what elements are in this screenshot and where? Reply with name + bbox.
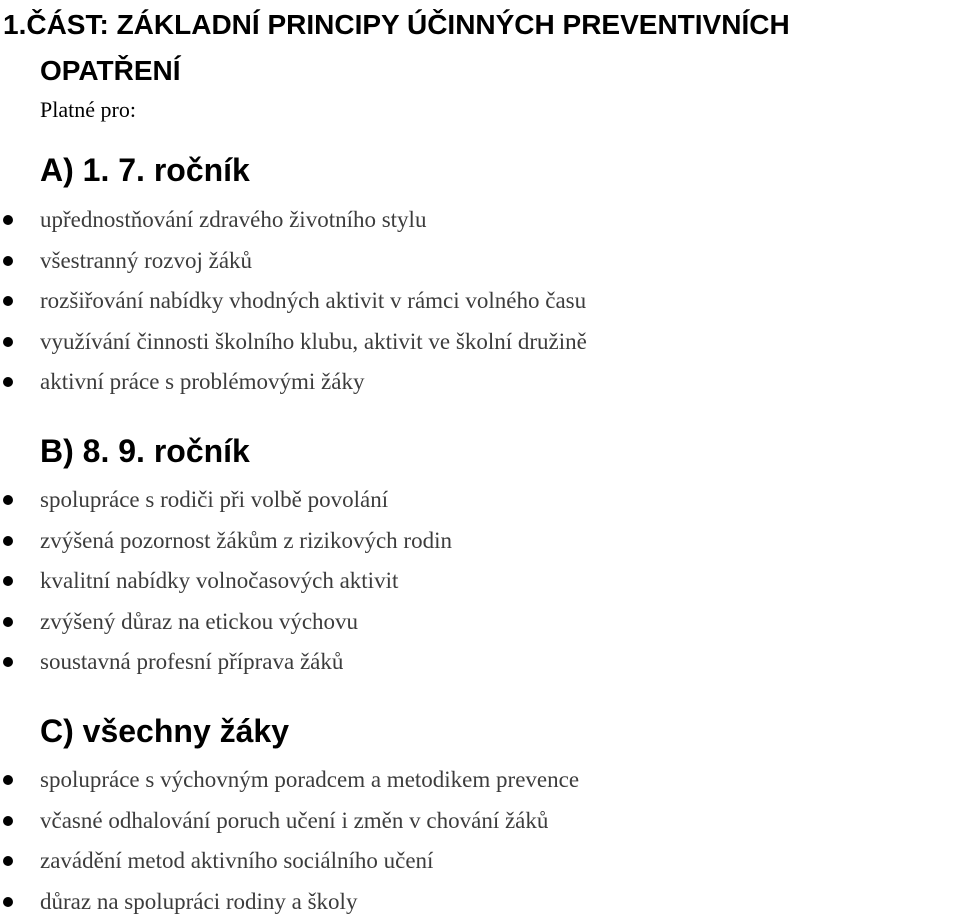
list-item-text: důraz na spolupráci rodiny a školy — [40, 882, 357, 922]
section-heading-a: A) 1. 7. ročník — [40, 150, 250, 190]
bullet-icon — [3, 657, 13, 667]
title-line-2: OPATŘENÍ — [0, 48, 960, 94]
bullet-icon — [3, 495, 13, 505]
bullet-icon — [3, 296, 13, 306]
section-heading-b: B) 8. 9. ročník — [40, 431, 250, 471]
title-number: 1. — [0, 9, 26, 40]
list-item-text: včasné odhalování poruch učení i změn v chování žáků — [40, 801, 548, 842]
list-item-text: aktivní práce s problémovými žáky — [40, 362, 364, 403]
bullet-icon — [3, 816, 13, 826]
list-item-text: spolupráce s výchovným poradcem a metodikem prevence — [40, 760, 579, 801]
list-item-text: soustavná profesní příprava žáků — [40, 642, 343, 683]
bullet-icon — [3, 337, 13, 347]
document-title — [0, 2, 960, 94]
list-item-text: zavádění metod aktivního sociálního učení — [40, 841, 433, 882]
bullet-icon — [3, 856, 13, 866]
list-item-text: zvýšený důraz na etickou výchovu — [40, 602, 358, 643]
bullet-icon — [3, 897, 13, 907]
bullet-icon — [3, 215, 13, 225]
title-line-1: ČÁST: ZÁKLADNÍ PRINCIPY ÚČINNÝCH PREVENTIVNÍCH — [26, 9, 789, 40]
list-item-text: rozšiřování nabídky vhodných aktivit v rámci volného času — [40, 281, 586, 322]
bullet-icon — [3, 536, 13, 546]
list-item-text: upřednostňování zdravého životního stylu — [40, 200, 426, 241]
bullet-icon — [3, 377, 13, 387]
bullet-icon — [3, 775, 13, 785]
list-item-text: zvýšená pozornost žákům z rizikových rodin — [40, 521, 452, 562]
bullet-icon — [3, 576, 13, 586]
list-item-text: spolupráce s rodiči při volbě povolání — [40, 480, 388, 521]
list-item-text: kvalitní nabídky volnočasových aktivit — [40, 561, 398, 602]
applies-to-label: Platné pro: — [40, 93, 136, 127]
list-item-text: využívání činnosti školního klubu, aktivit ve školní družině — [40, 322, 587, 363]
section-heading-c: C) všechny žáky — [40, 711, 289, 751]
bullet-icon — [3, 256, 13, 266]
list-item-text: všestranný rozvoj žáků — [40, 241, 252, 282]
bullet-icon — [3, 617, 13, 627]
